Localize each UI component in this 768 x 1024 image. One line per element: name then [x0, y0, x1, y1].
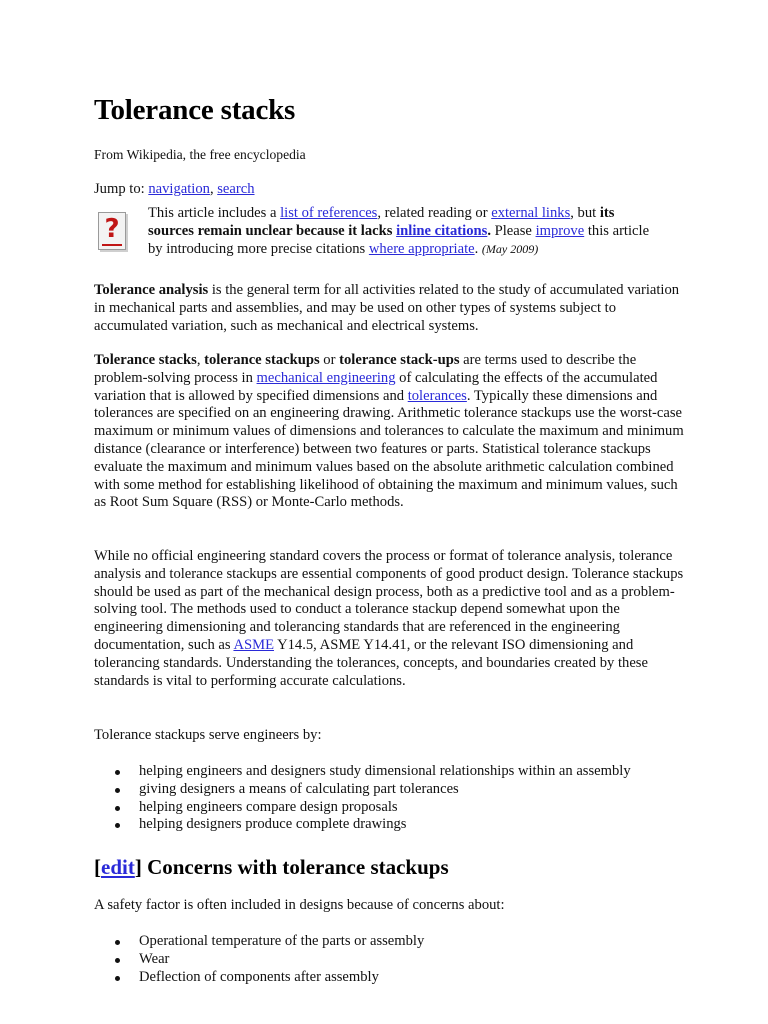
paragraph-2-sep-1: , [196, 352, 205, 368]
jump-prefix: Jump to: [94, 181, 149, 197]
list-of-references-link[interactable]: list of references [280, 205, 378, 221]
mechanical-engineering-link[interactable]: mechanical engineering [256, 369, 396, 386]
paragraph-tolerance-analysis [94, 282, 684, 335]
external-links-link[interactable]: external links [491, 205, 571, 221]
notice-bold-1: its sources remain unclear because it lacks [148, 205, 615, 239]
concerns-list [94, 933, 694, 986]
list-item: helping engineers and designers study dimensional relationships within an assembly [94, 763, 694, 781]
notice-text-4: Please [490, 222, 536, 239]
list-item: Operational temperature of the parts or assembly [94, 933, 694, 951]
section-title: Concerns with tolerance stackups [141, 855, 449, 879]
tolerances-link[interactable]: tolerances [407, 387, 467, 404]
term-tolerance-stackups: tolerance stackups [204, 352, 320, 368]
jump-search-link[interactable]: search [217, 181, 255, 197]
term-tolerance-stack-ups: tolerance stack-ups [339, 352, 460, 368]
paragraph-1-text: is the general term for all activities related to the study of accumulated variation in mechanical parts and assemblies, and may be used on other types of systems subject to accumulated variation, such as mechanical and electrical systems. [94, 282, 680, 334]
paragraph-tolerance-stacks [94, 352, 684, 512]
question-mark-icon: ? [98, 212, 126, 250]
section-edit-link[interactable]: edit [101, 855, 135, 879]
notice-text-2: , related reading or [377, 205, 492, 221]
list-item: helping engineers compare design proposals [94, 799, 694, 817]
asme-link[interactable]: ASME [233, 636, 274, 653]
paragraph-3-text-2: Y14.5, ASME Y14.41, or the relevant ISO dimensioning and tolerancing standards. Understanding the tolerances, concepts, and boundaries created by these standards is vital to performing accurate calculations. [94, 636, 648, 689]
notice-text-5: this article by introducing more precise citations [148, 222, 650, 257]
paragraph-2-text-2: of calculating the effects of the accumulated variation that is allowed by specified dimensions and [94, 369, 658, 404]
list-item: Deflection of components after assembly [94, 969, 694, 987]
improve-link[interactable]: improve [535, 222, 585, 239]
paragraph-safety-factor: A safety factor is often included in designs because of concerns about: [94, 897, 505, 913]
notice-text-6: . [474, 240, 482, 257]
paragraph-serve-engineers: Tolerance stackups serve engineers by: [94, 727, 322, 743]
paragraph-2-text-1: are terms used to describe the problem-solving process in [94, 352, 637, 386]
where-appropriate-link[interactable]: where appropriate [368, 240, 475, 257]
paragraph-3-text-1: While no official engineering standard covers the process or format of tolerance analysis, tolerance analysis and tolerance stackups are essential components of good product design. Tolerance stackups should be used as part of the mechanical design process, both as a predictive tool and as a problem-solving tool. The methods used to conduct a tolerance stackup depend somewhat upon the engineering dimensioning and tolerancing standards that are referenced in the engineering documentation, such as [94, 548, 684, 653]
notice-date: (May 2009) [481, 241, 539, 256]
jump-navigation-link[interactable]: navigation [148, 181, 210, 197]
notice-bold-2: . [487, 222, 491, 239]
term-tolerance-analysis: Tolerance analysis [94, 282, 209, 298]
section-heading-concerns [94, 853, 449, 881]
paragraph-standards [94, 548, 684, 690]
list-item: Wear [94, 951, 694, 969]
site-subtitle: From Wikipedia, the free encyclopedia [94, 147, 306, 162]
edit-bracket-close: ] [134, 855, 142, 879]
jump-to [94, 181, 255, 199]
edit-bracket-open: [ [94, 855, 101, 879]
list-item: giving designers a means of calculating part tolerances [94, 781, 694, 799]
benefits-list [94, 763, 694, 834]
term-tolerance-stacks: Tolerance stacks [94, 352, 197, 368]
inline-citations-link[interactable]: inline citations [396, 222, 488, 239]
notice-text [148, 205, 658, 258]
paragraph-2-text-3: . Typically these dimensions and tolerances are specified on an engineering drawing. Arithmetic tolerance stackups use the worst-case maximum or minimum values of dimensions and tolerances to calculate the maximum and minimum distance (clearance or interference) between two features or parts. Statistical tolerance stackups evaluate the maximum and minimum values based on the absolute arithmetic calculation combined with some method for establishing likelihood of obtaining the maximum and minimum values, such as Root Sum Square (RSS) or Monte-Carlo methods. [94, 387, 684, 511]
list-item: helping designers produce complete drawings [94, 816, 694, 834]
paragraph-2-sep-2: or [319, 352, 340, 368]
notice-text-3: , but [570, 205, 600, 221]
jump-separator: , [209, 181, 218, 197]
notice-text-1: This article includes a [148, 205, 281, 221]
page-title: Tolerance stacks [94, 94, 296, 126]
